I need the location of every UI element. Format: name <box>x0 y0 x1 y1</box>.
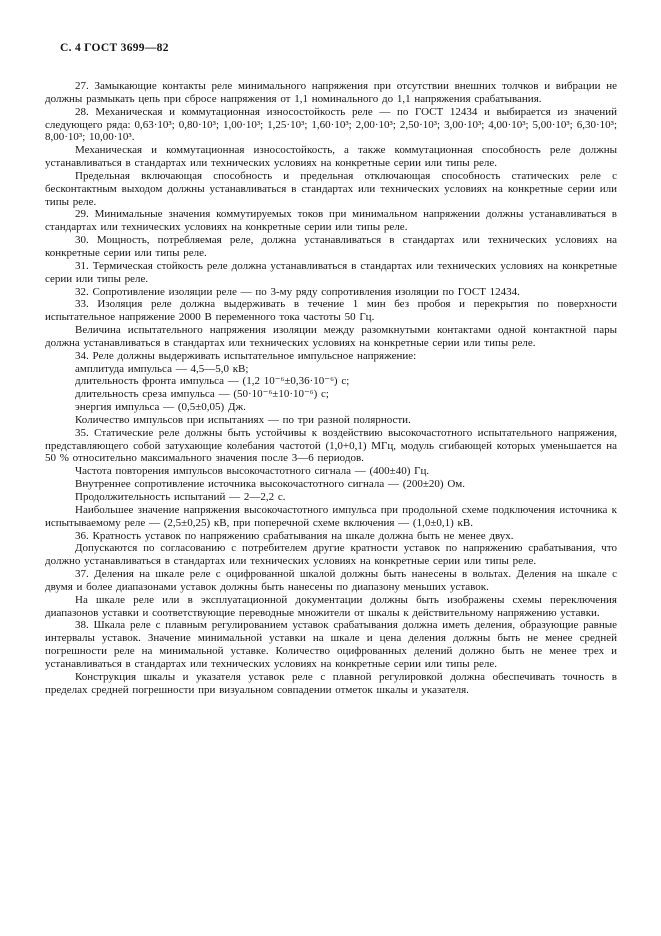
paragraph: Величина испытательного напряжения изоляции между разомкнутыми контактами одной контактной пары должна устанавливаться в стандартах или технических условиях на конкретные серии или типы реле. <box>45 324 617 349</box>
paragraph: 37. Деления на шкале реле с оцифрованной шкалой должны быть нанесены в вольтах. Деления на шкале с двумя и более диапазонами уставок должны быть нанесены по диапазону меньших уставок. <box>45 568 617 593</box>
paragraph: амплитуда импульса — 4,5—5,0 кВ; <box>75 362 249 375</box>
paragraph: 34. Реле должны выдерживать испытательное импульсное напряжение: <box>75 349 417 362</box>
paragraph: 32. Сопротивление изоляции реле — по 3-му ряду сопротивления изоляции по ГОСТ 12434. <box>75 285 520 298</box>
paragraph: энергия импульса — (0,5±0,05) Дж. <box>75 401 246 414</box>
paragraph: Внутреннее сопротивление источника высокочастотного сигнала — (200±20) Ом. <box>75 478 465 491</box>
paragraph: 27. Замыкающие контакты реле минимального напряжения при отсутствии внешних толчков и вибрации не должны размыкать цепь при сбросе напряжения от 1,1 номинального до 1,1 напряжения срабатывания. <box>45 80 617 105</box>
paragraph: Допускаются по согласованию с потребителем другие кратности уставок по напряжению срабатывания, что должно устанавливаться в стандартах или технических условиях на конкретные серии или типы реле. <box>45 542 617 568</box>
paragraph: 29. Минимальные значения коммутируемых токов при минимальном напряжении должны устанавливаться в стандартах или технических условиях на конкретные серии или типы реле. <box>45 208 617 234</box>
paragraph: 30. Мощность, потребляемая реле, должна устанавливаться в стандартах или технических условиях на конкретные серии или типы реле. <box>45 234 617 259</box>
paragraph: 36. Кратность уставок по напряжению срабатывания на шкале должна быть не менее двух. <box>75 529 514 542</box>
paragraph: длительность фронта импульса — (1,2 10⁻⁶±0,36·10⁻⁶) с; <box>75 375 350 388</box>
paragraph: Предельная включающая способность и предельная отключающая способность статических реле с бесконтактным выходом должны устанавливаться в стандартах или технических условиях на конкретные серии или типы реле. <box>45 169 617 208</box>
paragraph: 35. Статические реле должны быть устойчивы к воздействию высокочастотного испытательного напряжения, представляющего собой затухающие колебания частотой (1,0+0,1) МГц, модуль сгибающей которых уменьшается на 50 % относительно максимального значения после 3—6 периодов. <box>45 426 617 465</box>
paragraph: 38. Шкала реле с плавным регулированием уставок срабатывания должна иметь деления, образующие равные интервалы уставок. Значение минимальной уставки на шкале и цена деления должны быть не менее средней погрешности реле на минимальной уставке. Количество оцифрованных делений должно быть не менее трех и устанавливаться в стандартах или технических условиях на конкретные серии или типы реле. <box>45 619 617 670</box>
paragraph: Количество импульсов при испытаниях — по три разной полярности. <box>75 413 411 426</box>
document-body <box>45 80 617 697</box>
paragraph: Продолжительность испытаний — 2—2,2 с. <box>75 491 286 503</box>
paragraph: длительность среза импульса — (50·10⁻⁶±10·10⁻⁶) с; <box>75 388 329 401</box>
paragraph: Механическая и коммутационная износостойкость, а также коммутационная способность реле должны устанавливаться в стандартах или технических условиях на конкретные серии или типы реле. <box>45 144 617 170</box>
paragraph: Частота повторения импульсов высокочастотного сигнала — (400±40) Гц. <box>75 465 430 478</box>
paragraph: 31. Термическая стойкость реле должна устанавливаться в стандартах или технических условиях на конкретные серии или типы реле. <box>45 259 617 285</box>
page-header: С. 4 ГОСТ 3699—82 <box>60 42 169 54</box>
paragraph: На шкале реле или в эксплуатационной документации должны быть изображены схемы переключения диапазонов уставки и соответствующие переводные множители от шкалы к действительному напряжению уставки. <box>45 593 617 619</box>
paragraph: 33. Изоляция реле должна выдерживать в течение 1 мин без пробоя и перекрытия по поверхности испытательное напряжение 2000 В переменного тока частоты 50 Гц. <box>45 298 617 324</box>
paragraph: Наибольшее значение напряжения высокочастотного импульса при продольной схеме подключения источника к испытываемому реле — (2,5±0,25) кВ, при поперечной схеме включения — (1,0±0,1) кВ. <box>45 503 617 529</box>
paragraph: 28. Механическая и коммутационная износостойкость реле — по ГОСТ 12434 и выбирается из значений следующего ряда: 0,63·10³; 0,80·10³; 1,00·10³; 1,25·10³; 1,60·10³; 2,00·10³; 2,50·10³; 3,00·10³; 4,00·10³; 5,00·10³; 6,30·10³; 8,00·10³; 10,00·10³. <box>45 105 617 144</box>
paragraph: Конструкция шкалы и указателя уставок реле с плавной регулировкой должна обеспечивать точность в пределах средней погрешности при визуальном совпадении отметок шкалы и указателя. <box>45 670 617 696</box>
